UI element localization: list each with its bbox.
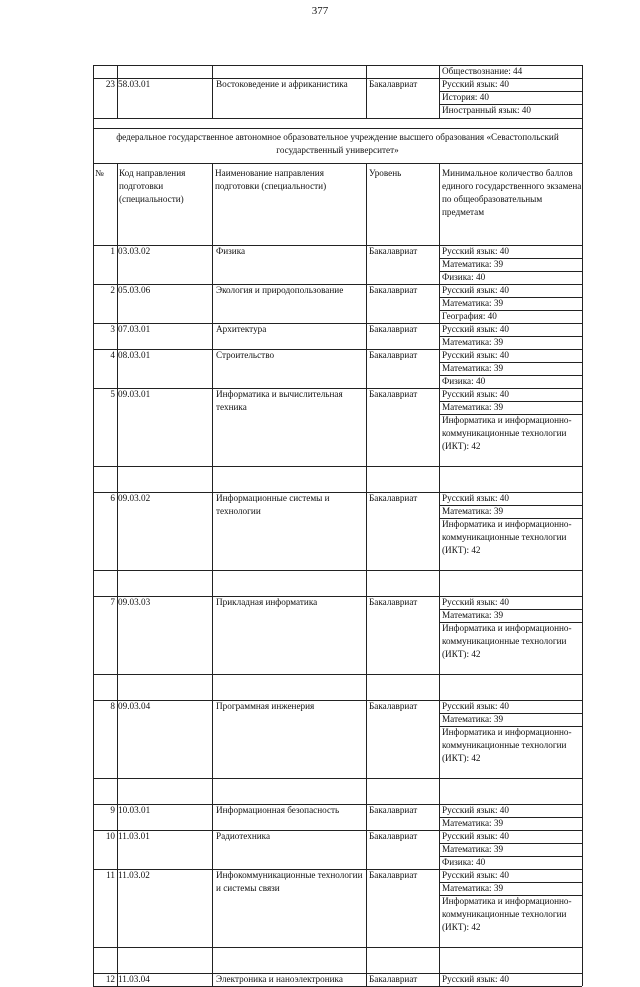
grid-vline — [582, 349, 583, 388]
subject-cell: Математика: 39 — [442, 402, 504, 412]
direction-name: Информационная безопасность — [216, 805, 340, 815]
grid-vline — [93, 570, 94, 596]
grid-vline — [117, 163, 118, 245]
header-code: Код направления подготовки (специальности) — [119, 168, 186, 204]
direction-name: Программная инженерия — [216, 701, 315, 711]
direction-code: 11.03.04 — [118, 974, 150, 984]
subject-cell: Иностранный язык: 40 — [442, 105, 531, 115]
subject-cell: Русский язык: 40 — [442, 493, 509, 503]
grid-vline — [582, 570, 583, 596]
grid-vline — [212, 65, 213, 118]
header-name: Наименование направления подготовки (специальности) — [215, 168, 327, 191]
subject-cell: Русский язык: 40 — [442, 870, 509, 880]
grid-vline — [439, 65, 440, 118]
row-number: 9 — [110, 805, 115, 815]
level-cell: Бакалавриат — [369, 493, 418, 503]
grid-hline — [93, 778, 582, 779]
grid-hline — [93, 570, 582, 571]
grid-vline — [117, 570, 118, 596]
direction-name: Строительство — [216, 350, 275, 360]
subject-cell: Русский язык: 40 — [442, 350, 509, 360]
grid-vline — [439, 674, 440, 700]
level-cell: Бакалавриат — [369, 597, 418, 607]
row-number: 11 — [106, 870, 115, 880]
subject-cell: Русский язык: 40 — [442, 285, 509, 295]
grid-vline — [439, 466, 440, 492]
direction-code: 09.03.03 — [118, 597, 151, 607]
header-level: Уровень — [369, 168, 402, 178]
direction-code: 07.03.01 — [118, 324, 151, 334]
institution-title: федеральное государственное автономное образовательное учреждение высшего образования «Севастопольский государственный университет» — [116, 132, 559, 155]
grid-vline — [366, 869, 367, 947]
grid-vline — [582, 830, 583, 869]
grid-vline — [366, 973, 367, 986]
grid-vline — [212, 284, 213, 323]
subject-cell: Информатика и информационно-коммуникационные технологии (ИКТ): 42 — [442, 415, 572, 451]
row-number: 8 — [110, 701, 115, 711]
level-cell: Бакалавриат — [369, 350, 418, 360]
grid-vline — [582, 869, 583, 947]
subject-cell: Физика: 40 — [442, 857, 486, 867]
direction-code: 11.03.01 — [118, 831, 150, 841]
subject-cell: История: 40 — [442, 92, 489, 102]
subject-cell: Математика: 39 — [442, 337, 504, 347]
grid-vline — [582, 466, 583, 492]
subject-cell: Русский язык: 40 — [442, 389, 509, 399]
direction-name: Востоковедение и африканистика — [216, 79, 348, 89]
grid-vline — [117, 947, 118, 973]
subject-cell: Русский язык: 40 — [442, 79, 509, 89]
grid-vline — [366, 830, 367, 869]
grid-vline — [366, 804, 367, 830]
grid-vline — [439, 388, 440, 466]
level-cell: Бакалавриат — [369, 701, 418, 711]
subject-cell: Информатика и информационно-коммуникационные технологии (ИКТ): 42 — [442, 623, 572, 659]
grid-vline — [439, 570, 440, 596]
grid-vline — [212, 349, 213, 388]
grid-vline — [582, 596, 583, 674]
grid-vline — [366, 349, 367, 388]
direction-name: Физика — [216, 246, 246, 256]
level-cell: Бакалавриат — [369, 805, 418, 815]
grid-vline — [212, 869, 213, 947]
direction-name: Электроника и наноэлектроника — [216, 974, 343, 984]
subject-cell: Русский язык: 40 — [442, 831, 509, 841]
row-number: 10 — [105, 831, 115, 841]
level-cell: Бакалавриат — [369, 870, 418, 880]
grid-vline — [582, 65, 583, 118]
direction-code: 05.03.06 — [118, 285, 151, 295]
level-cell: Бакалавриат — [369, 246, 418, 256]
subject-cell: Математика: 39 — [442, 610, 504, 620]
level-cell: Бакалавриат — [369, 831, 418, 841]
grid-vline — [366, 65, 367, 118]
grid-vline — [582, 947, 583, 973]
subject-cell: Математика: 39 — [442, 298, 504, 308]
row-number: 23 — [105, 79, 115, 89]
subject-cell: Русский язык: 40 — [442, 597, 509, 607]
grid-vline — [212, 674, 213, 700]
grid-vline — [582, 163, 583, 245]
header-num: № — [95, 168, 104, 178]
grid-vline — [93, 466, 94, 492]
grid-vline — [366, 388, 367, 466]
grid-vline — [582, 118, 583, 128]
grid-vline — [117, 65, 118, 118]
direction-name: Радиотехника — [216, 831, 271, 841]
grid-vline — [93, 118, 94, 128]
subject-cell: Математика: 39 — [442, 714, 504, 724]
level-cell: Бакалавриат — [369, 974, 418, 984]
page-number: 377 — [311, 5, 329, 17]
grid-vline — [439, 284, 440, 323]
grid-vline — [366, 466, 367, 492]
direction-code: 10.03.01 — [118, 805, 151, 815]
level-cell: Бакалавриат — [369, 285, 418, 295]
row-number: 4 — [110, 350, 115, 360]
grid-vline — [439, 830, 440, 869]
grid-vline — [582, 323, 583, 349]
subject-cell: Физика: 40 — [442, 272, 486, 282]
direction-name: Информационные системы и технологии — [216, 493, 330, 516]
direction-code: 08.03.01 — [118, 350, 151, 360]
subject-cell: Русский язык: 40 — [442, 974, 509, 984]
direction-name: Архитектура — [216, 324, 267, 334]
subject-cell: Обществознание: 44 — [442, 66, 523, 76]
subject-cell: Информатика и информационно-коммуникационные технологии (ИКТ): 42 — [442, 727, 572, 763]
row-number: 7 — [110, 597, 115, 607]
direction-name: Экология и природопользование — [216, 285, 344, 295]
subject-cell: География: 40 — [442, 311, 497, 321]
grid-hline — [93, 128, 582, 129]
grid-vline — [212, 388, 213, 466]
grid-vline — [93, 65, 94, 118]
subject-cell: Математика: 39 — [442, 506, 504, 516]
grid-vline — [439, 349, 440, 388]
grid-vline — [366, 323, 367, 349]
subject-cell: Физика: 40 — [442, 376, 486, 386]
grid-vline — [212, 492, 213, 570]
subject-cell: Русский язык: 40 — [442, 324, 509, 334]
row-number: 5 — [110, 389, 115, 399]
grid-vline — [366, 674, 367, 700]
direction-name: Прикладная информатика — [216, 597, 318, 607]
grid-vline — [439, 947, 440, 973]
grid-vline — [366, 163, 367, 245]
grid-hline — [93, 118, 582, 119]
direction-code: 58.03.01 — [118, 79, 151, 89]
grid-vline — [582, 284, 583, 323]
header-minscore: Минимальное количество баллов единого государственного экзамена по общеобразовательным предметам — [442, 168, 582, 217]
grid-vline — [93, 163, 94, 245]
grid-vline — [366, 778, 367, 804]
grid-vline — [439, 778, 440, 804]
grid-vline — [582, 778, 583, 804]
grid-vline — [366, 284, 367, 323]
grid-hline — [93, 674, 582, 675]
grid-vline — [212, 804, 213, 830]
grid-vline — [366, 245, 367, 284]
grid-hline — [93, 163, 582, 164]
grid-vline — [582, 245, 583, 284]
grid-vline — [212, 163, 213, 245]
grid-vline — [212, 700, 213, 778]
subject-cell: Информатика и информационно-коммуникационные технологии (ИКТ): 42 — [442, 896, 572, 932]
grid-vline — [366, 570, 367, 596]
grid-vline — [212, 245, 213, 284]
grid-vline — [582, 804, 583, 830]
grid-vline — [582, 492, 583, 570]
grid-vline — [117, 466, 118, 492]
direction-code: 09.03.04 — [118, 701, 151, 711]
grid-vline — [582, 973, 583, 986]
grid-vline — [212, 596, 213, 674]
grid-vline — [212, 947, 213, 973]
row-number: 3 — [110, 324, 115, 334]
subject-cell: Русский язык: 40 — [442, 805, 509, 815]
direction-code: 11.03.02 — [118, 870, 150, 880]
grid-vline — [366, 700, 367, 778]
direction-name: Инфокоммуникационные технологии и системы связи — [216, 870, 363, 893]
subject-cell: Русский язык: 40 — [442, 701, 509, 711]
grid-vline — [212, 570, 213, 596]
row-number: 1 — [110, 246, 115, 256]
grid-vline — [439, 492, 440, 570]
grid-vline — [93, 674, 94, 700]
subject-cell: Информатика и информационно-коммуникационные технологии (ИКТ): 42 — [442, 519, 572, 555]
row-number: 2 — [110, 285, 115, 295]
grid-vline — [366, 947, 367, 973]
grid-vline — [439, 163, 440, 245]
subject-cell: Математика: 39 — [442, 259, 504, 269]
grid-hline — [93, 947, 582, 948]
grid-vline — [117, 674, 118, 700]
grid-vline — [582, 700, 583, 778]
grid-vline — [212, 973, 213, 986]
grid-vline — [212, 778, 213, 804]
grid-hline — [93, 466, 582, 467]
subject-cell: Математика: 39 — [442, 844, 504, 854]
direction-code: 09.03.02 — [118, 493, 151, 503]
grid-vline — [582, 388, 583, 466]
grid-vline — [366, 492, 367, 570]
direction-name: Информатика и вычислительная техника — [216, 389, 343, 412]
grid-vline — [93, 778, 94, 804]
row-number: 6 — [110, 493, 115, 503]
grid-vline — [93, 947, 94, 973]
grid-vline — [117, 778, 118, 804]
subject-cell: Русский язык: 40 — [442, 246, 509, 256]
grid-vline — [439, 596, 440, 674]
level-cell: Бакалавриат — [369, 79, 418, 89]
grid-vline — [582, 128, 583, 163]
grid-vline — [366, 596, 367, 674]
subject-cell: Математика: 39 — [442, 363, 504, 373]
subject-cell: Математика: 39 — [442, 818, 504, 828]
grid-vline — [439, 973, 440, 986]
level-cell: Бакалавриат — [369, 389, 418, 399]
grid-vline — [582, 674, 583, 700]
grid-vline — [439, 700, 440, 778]
row-number: 12 — [105, 974, 115, 984]
grid-vline — [93, 128, 94, 163]
grid-vline — [439, 245, 440, 284]
grid-vline — [212, 466, 213, 492]
grid-vline — [212, 323, 213, 349]
direction-code: 09.03.01 — [118, 389, 151, 399]
grid-vline — [439, 869, 440, 947]
grid-vline — [212, 830, 213, 869]
level-cell: Бакалавриат — [369, 324, 418, 334]
direction-code: 03.03.02 — [118, 246, 151, 256]
subject-cell: Математика: 39 — [442, 883, 504, 893]
